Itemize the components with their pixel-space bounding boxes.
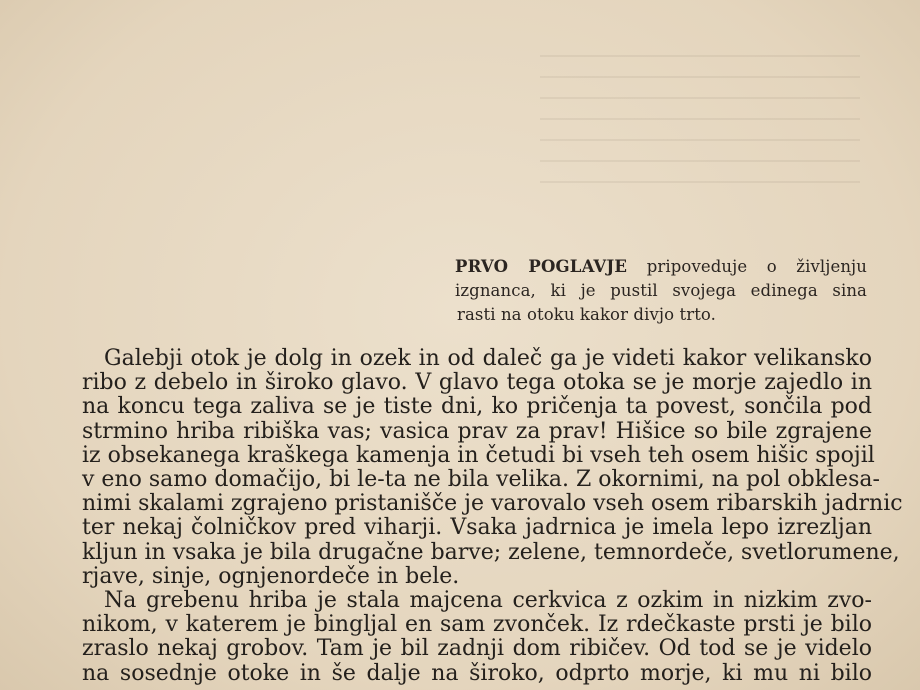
- show-through-text: [540, 55, 860, 195]
- paragraph: [82, 346, 903, 589]
- text-line: zraslo nekaj grobov. Tam je bil zadnji dom ribičev. Od tod se je videlo: [82, 636, 872, 662]
- chapter-summary-line: izgnanca, ki je pustil svojega edinega sina: [455, 281, 867, 300]
- text-line: v eno samo domačijo, bi le-ta ne bila velika. Z okornimi, na pol obklesa-: [82, 467, 880, 493]
- chapter-summary-line: rasti na otoku kakor divjo trto.: [457, 305, 717, 324]
- paragraph: [82, 589, 872, 686]
- text-line: strmino hriba ribiška vas; vasica prav za prav! Hišice so bile zgrajene: [82, 418, 872, 444]
- chapter-heading: [455, 255, 875, 327]
- text-line: nimi skalami zgrajeno pristanišče je varovalo vseh osem ribarskih jadrnic: [82, 491, 903, 517]
- text-line: iz obsekanega kraškega kamenja in četudi bi vseh teh osem hišic spojil: [82, 442, 875, 468]
- text-line: rjave, sinje, ognjenordeče in bele.: [82, 563, 460, 589]
- chapter-heading-line: [455, 255, 867, 279]
- text-line: Galebji otok je dolg in ozek in od daleč ga je videti kakor velikansko: [104, 346, 872, 371]
- text-line: Na grebenu hriba je stala majcena cerkvica z ozkim in nizkim zvo-: [104, 588, 872, 614]
- text-line: ter nekaj čolničkov pred viharji. Vsaka jadrnica je imela lepo izrezljan: [82, 515, 872, 541]
- text-line: na koncu tega zaliva se je tiste dni, ko pričenja ta povest, sončila pod: [82, 394, 872, 420]
- chapter-summary-line: pripoveduje o življenju: [646, 257, 867, 276]
- body-text: [82, 346, 903, 686]
- text-line: ribo z debelo in široko glavo. V glavo tega otoka se je morje zajedlo in: [82, 370, 872, 396]
- text-line: kljun in vsaka je bila drugačne barve; zelene, temnordeče, svetlorumene,: [82, 539, 900, 565]
- text-line: na sosednje otoke in še dalje na široko, odprto morje, ki mu ni bilo: [82, 660, 872, 686]
- chapter-title: PRVO POGLAVJE: [455, 257, 628, 276]
- text-line: nikom, v katerem je bingljal en sam zvonček. Iz rdečkaste prsti je bilo: [82, 612, 872, 638]
